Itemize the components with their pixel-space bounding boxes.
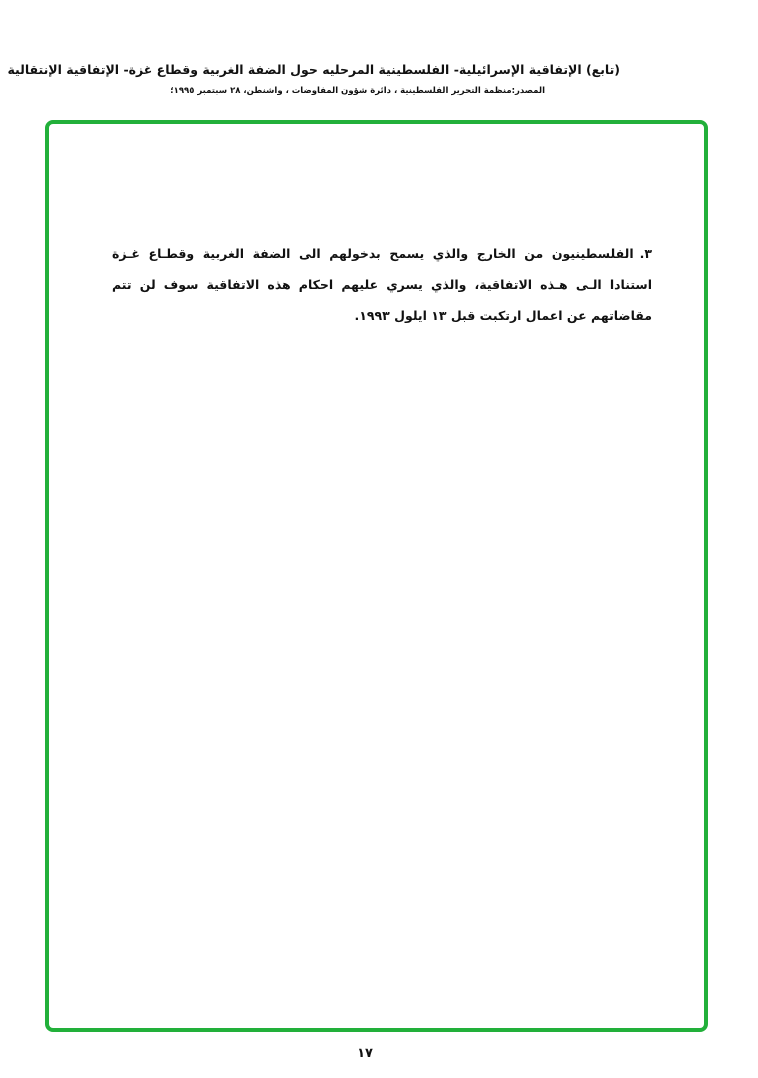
page-header-source: المصدر:منظمة التحرير الفلسطينية ، دائرة شؤون المفاوضات ، واشنطن، ٢٨ سبتمبر ١٩٩٥؛ bbox=[170, 86, 545, 96]
page-header-title: (تابع) الإتفاقية الإسرائيلية- الفلسطينية المرحليه حول الضفة الغربية وقطاع غزة- الإتفاقية الإنتقالية bbox=[7, 62, 620, 77]
clause-text: الفلسطينيون من الخارج والذي يسمح بدخولهم الى الضفة الغربية وقطـاع غـزة استنادا الـى هـذه الاتفاقية، والذي يسري عليهم احكام هذه الاتفاقية سوف لن تتم مقاضاتهم عن اعمال ارتكبت قبل ١٣ ايلول ١٩٩٣. bbox=[112, 246, 652, 323]
clause-paragraph bbox=[112, 238, 652, 331]
page-number: ١٧ bbox=[357, 1046, 373, 1061]
clause-number: ٣. bbox=[639, 246, 652, 261]
